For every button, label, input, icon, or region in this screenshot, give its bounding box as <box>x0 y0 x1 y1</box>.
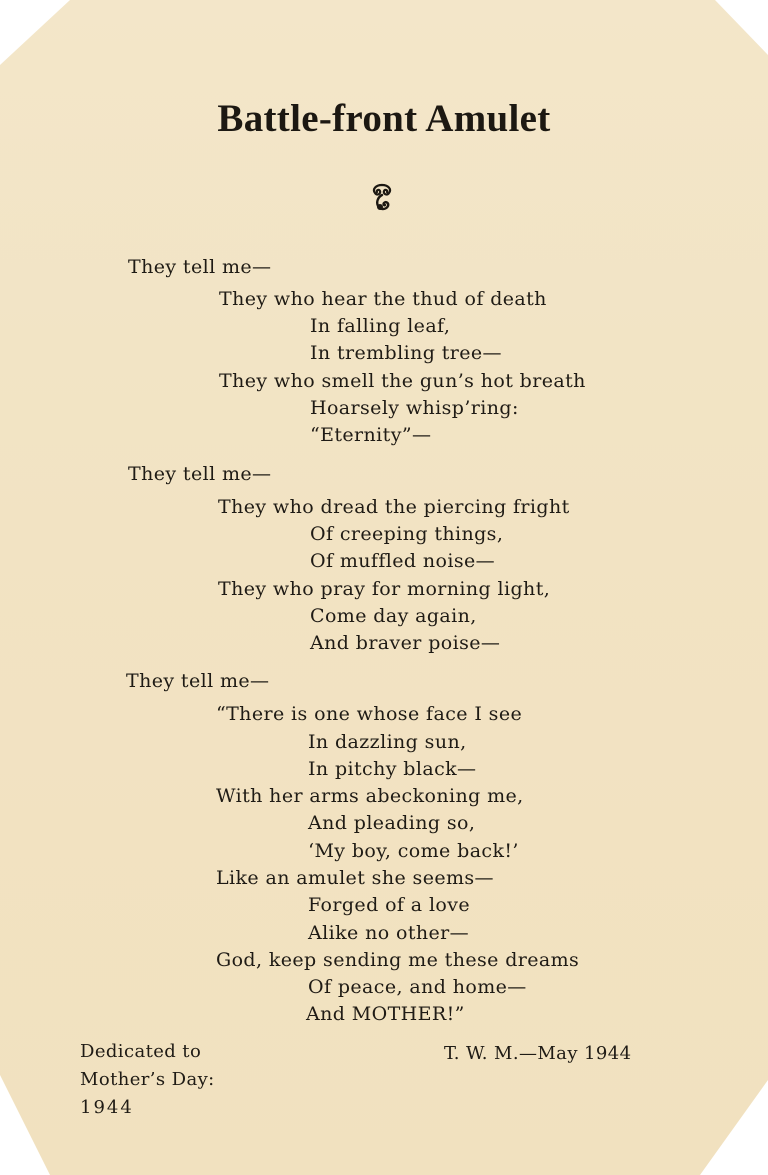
poem-line: Come day again, <box>310 605 477 627</box>
poem-line: “Eternity”— <box>310 424 432 446</box>
poem-line: And MOTHER!” <box>306 1003 465 1025</box>
stanza-2-lead: They tell me— <box>128 463 272 485</box>
poem-line: “There is one whose face I see <box>216 703 523 725</box>
poem-line: Forged of a love <box>308 894 471 916</box>
poem-line: And braver poise— <box>310 632 501 654</box>
poem-line: They who dread the piercing fright <box>218 496 570 518</box>
poem-line: ‘My boy, come back!’ <box>308 840 519 862</box>
poem-line: Like an amulet she seems— <box>216 867 494 889</box>
poem-line: They who pray for morning light, <box>218 578 551 600</box>
poem-line: In trembling tree— <box>310 342 502 364</box>
stanza-3-lead: They tell me— <box>126 670 270 692</box>
poem-line: Of muffled noise— <box>310 550 496 572</box>
ornament-icon <box>368 183 396 215</box>
poem-line: With her arms abeckoning me, <box>216 785 524 807</box>
poem-line: They who hear the thud of death <box>219 288 547 310</box>
poem-line: In pitchy black— <box>308 758 477 780</box>
stanza-1-lead: They tell me— <box>128 256 272 278</box>
poem-line: In dazzling sun, <box>308 731 467 753</box>
poem-line: Of creeping things, <box>310 523 504 545</box>
dedication-year: 1944 <box>80 1097 134 1118</box>
dedication-line: Mother’s Day: <box>80 1069 215 1090</box>
poem-line: Hoarsely whisp’ring: <box>310 397 519 419</box>
attribution: T. W. M.—May 1944 <box>444 1043 632 1064</box>
poem-line: They who smell the gun’s hot breath <box>219 370 586 392</box>
poem-line: And pleading so, <box>308 812 476 834</box>
poem-line: In falling leaf, <box>310 315 451 337</box>
dedication-line: Dedicated to <box>80 1041 202 1062</box>
poem-line: Of peace, and home— <box>308 976 527 998</box>
poem-line: Alike no other— <box>308 922 470 944</box>
poem-title: Battle-front Amulet <box>217 97 551 140</box>
poem-line: God, keep sending me these dreams <box>216 949 580 971</box>
